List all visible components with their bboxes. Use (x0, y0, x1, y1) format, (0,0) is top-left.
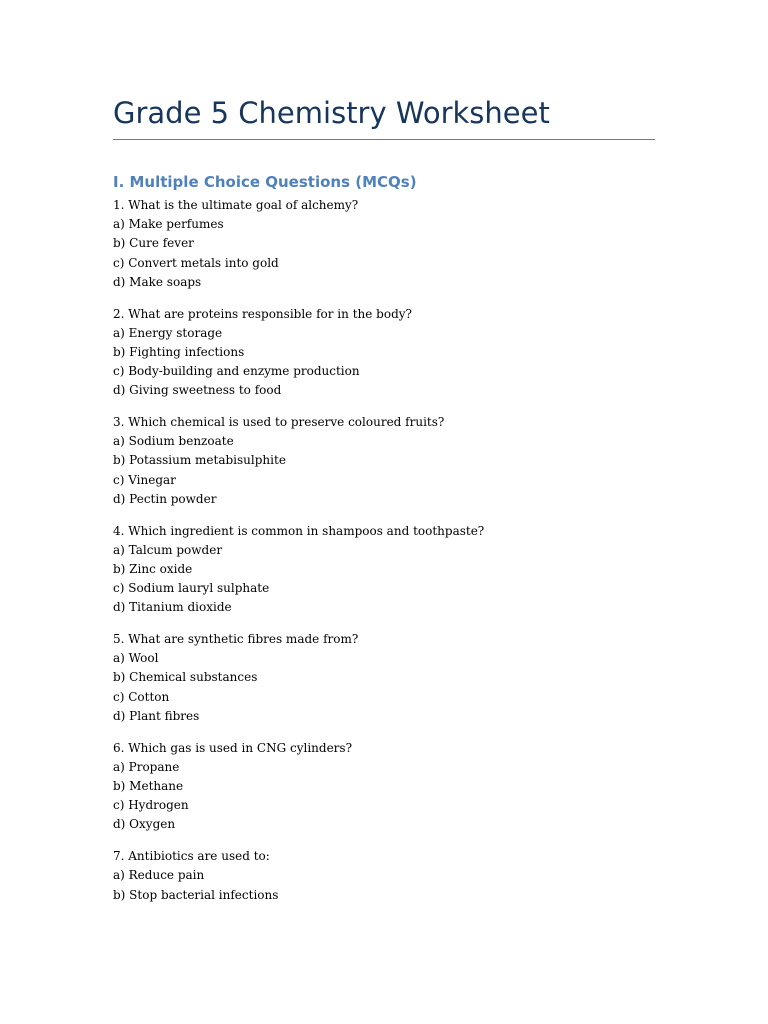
question-list (113, 196, 673, 917)
answer-option: a) Make perfumes (113, 217, 224, 232)
answer-option: a) Sodium benzoate (113, 434, 234, 449)
answer-option: a) Propane (113, 759, 180, 774)
answer-option: c) Body-building and enzyme production (113, 364, 360, 379)
question-7 (113, 847, 673, 905)
answer-option: b) Fighting infections (113, 344, 245, 359)
answer-option: a) Wool (113, 651, 159, 666)
question-5 (113, 630, 673, 726)
question-prompt: 4. Which ingredient is common in shampoos and toothpaste? (113, 523, 485, 538)
question-3 (113, 413, 673, 509)
question-prompt: 6. Which gas is used in CNG cylinders? (113, 740, 353, 755)
answer-option: d) Make soaps (113, 274, 202, 289)
answer-option: d) Titanium dioxide (113, 600, 232, 615)
answer-option: a) Energy storage (113, 325, 223, 340)
question-prompt: 7. Antibiotics are used to: (113, 849, 270, 864)
answer-option: b) Potassium metabisulphite (113, 453, 286, 468)
answer-option: b) Chemical substances (113, 670, 258, 685)
question-prompt: 1. What is the ultimate goal of alchemy? (113, 198, 359, 212)
question-2 (113, 305, 673, 401)
page-title: Grade 5 Chemistry Worksheet (113, 96, 550, 130)
answer-option: c) Sodium lauryl sulphate (113, 581, 270, 596)
answer-option: b) Zinc oxide (113, 561, 193, 576)
answer-option: b) Methane (113, 778, 184, 793)
answer-option: b) Stop bacterial infections (113, 887, 279, 902)
question-4 (113, 522, 673, 618)
answer-option: c) Convert metals into gold (113, 255, 279, 270)
title-divider (113, 139, 655, 140)
question-1 (113, 196, 673, 292)
answer-option: c) Cotton (113, 689, 170, 704)
answer-option: d) Oxygen (113, 817, 176, 832)
question-prompt: 3. Which chemical is used to preserve coloured fruits? (113, 415, 445, 430)
section-heading-mcqs: I. Multiple Choice Questions (MCQs) (113, 173, 417, 191)
question-prompt: 5. What are synthetic fibres made from? (113, 632, 359, 647)
answer-option: a) Reduce pain (113, 868, 205, 883)
answer-option: d) Pectin powder (113, 491, 217, 506)
answer-option: b) Cure fever (113, 236, 194, 251)
answer-option: d) Plant fibres (113, 708, 200, 723)
question-prompt: 2. What are proteins responsible for in the body? (113, 306, 412, 321)
answer-option: a) Talcum powder (113, 542, 223, 557)
answer-option: d) Giving sweetness to food (113, 383, 282, 398)
answer-option: c) Vinegar (113, 472, 176, 487)
answer-option: c) Hydrogen (113, 798, 189, 813)
question-6 (113, 739, 673, 835)
